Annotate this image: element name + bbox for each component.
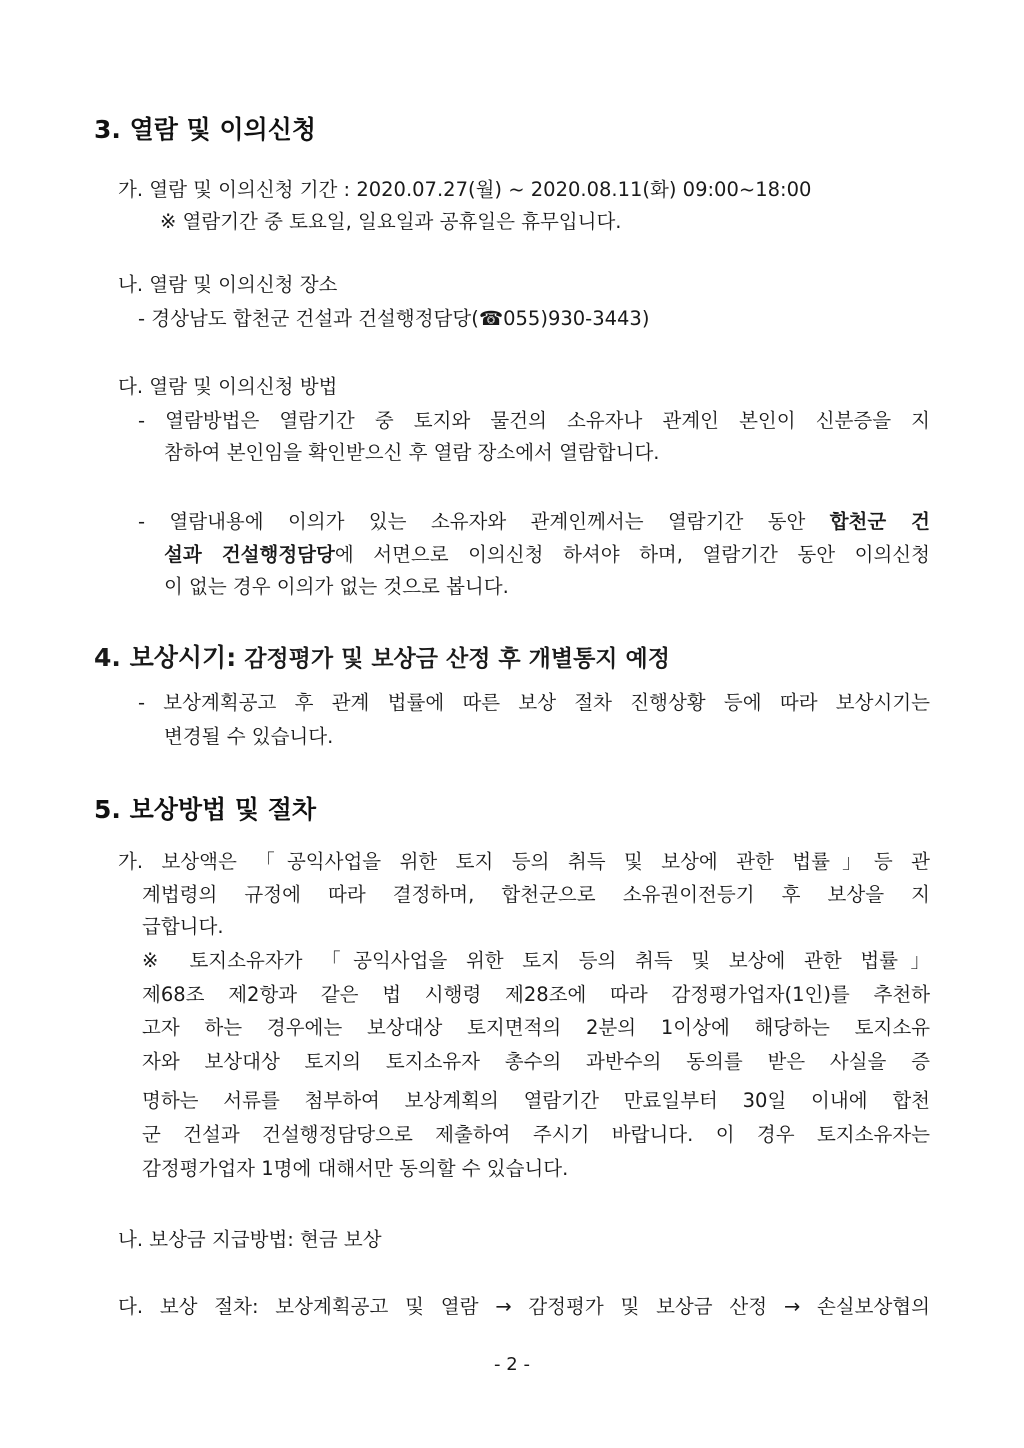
s5-c-procedure: 다. 보상 절차: 보상계획공고 및 열람 → 감정평가 및 보상금 산정 → 손실보상협의	[118, 1295, 930, 1318]
section-4-title	[94, 638, 670, 674]
s3-c-method: 다. 열람 및 이의신청 방법	[118, 375, 338, 398]
s3-a-note: ※ 열람기간 중 토요일, 일요일과 공휴일은 휴무입니다.	[160, 210, 622, 233]
s4-item-line2: 변경될 수 있습니다.	[164, 725, 334, 748]
s3-c-item2-text-b: 에 서면으로 이의신청 하셔야 하며, 열람기간 동안 이의신청	[334, 543, 930, 566]
s5-note-line5: 명하는 서류를 첨부하여 보상계획의 열람기간 만료일부터 30일 이내에 합천	[142, 1089, 930, 1112]
section-3-title: 3. 열람 및 이의신청	[94, 115, 317, 144]
s3-a-period: 가. 열람 및 이의신청 기간 : 2020.07.27(월) ~ 2020.08.11(화) 09:00~18:00	[118, 178, 812, 201]
s5-a-line2: 계법령의 규정에 따라 결정하며, 합천군으로 소유권이전등기 후 보상을 지	[142, 883, 930, 906]
s3-c-item2-line1	[138, 505, 930, 538]
s5-a-line1: 가. 보상액은 「공익사업을 위한 토지 등의 취득 및 보상에 관한 법률」등 관	[118, 850, 930, 873]
s5-a-line3: 급합니다.	[142, 915, 224, 938]
s3-c-item2-bold-b: 설과 건설행정담당	[164, 543, 335, 566]
section-5-title: 5. 보상방법 및 절차	[94, 795, 317, 824]
s5-note-line1: ※ 토지소유자가 「공익사업을 위한 토지 등의 취득 및 보상에 관한 법률」	[142, 949, 930, 972]
s3-c-item1-line1: - 열람방법은 열람기간 중 토지와 물건의 소유자나 관계인 본인이 신분증을 지	[138, 409, 930, 432]
s3-c-item2-bold-a: 합천군 건	[829, 510, 931, 533]
s3-b-place: 나. 열람 및 이의신청 장소	[118, 273, 338, 296]
s3-c-item2-text-a: - 열람내용에 이의가 있는 소유자와 관계인께서는 열람기간 동안	[138, 510, 830, 533]
section-4-title-rest: 감정평가 및 보상금 산정 후 개별통지 예정	[236, 646, 670, 672]
s5-note-line6: 군 건설과 건설행정담당으로 제출하여 주시기 바랍니다. 이 경우 토지소유자는	[142, 1123, 930, 1146]
s5-note-line2: 제68조 제2항과 같은 법 시행령 제28조에 따라 감정평가업자(1인)를 추천하	[142, 983, 930, 1006]
s5-note-line7: 감정평가업자 1명에 대해서만 동의할 수 있습니다.	[142, 1157, 569, 1180]
s3-c-item2-line3: 이 없는 경우 이의가 없는 것으로 봅니다.	[164, 575, 509, 598]
s3-c-item1-line2: 참하여 본인임을 확인받으신 후 열람 장소에서 열람합니다.	[164, 441, 660, 464]
s5-note-line4: 자와 보상대상 토지의 토지소유자 총수의 과반수의 동의를 받은 사실을 증	[142, 1050, 930, 1073]
s4-item-line1: - 보상계획공고 후 관계 법률에 따른 보상 절차 진행상황 등에 따라 보상시기는	[138, 691, 930, 714]
section-4-title-bold: 4. 보상시기:	[94, 643, 237, 672]
s3-b-item: - 경상남도 합천군 건설과 건설행정담당(☎055)930-3443)	[138, 307, 650, 330]
page-number: - 2 -	[494, 1354, 530, 1375]
s5-b-payment: 나. 보상금 지급방법: 현금 보상	[118, 1228, 382, 1251]
s3-c-item2-line2	[164, 538, 930, 571]
s5-note-line3: 고자 하는 경우에는 보상대상 토지면적의 2분의 1이상에 해당하는 토지소유	[142, 1016, 930, 1039]
